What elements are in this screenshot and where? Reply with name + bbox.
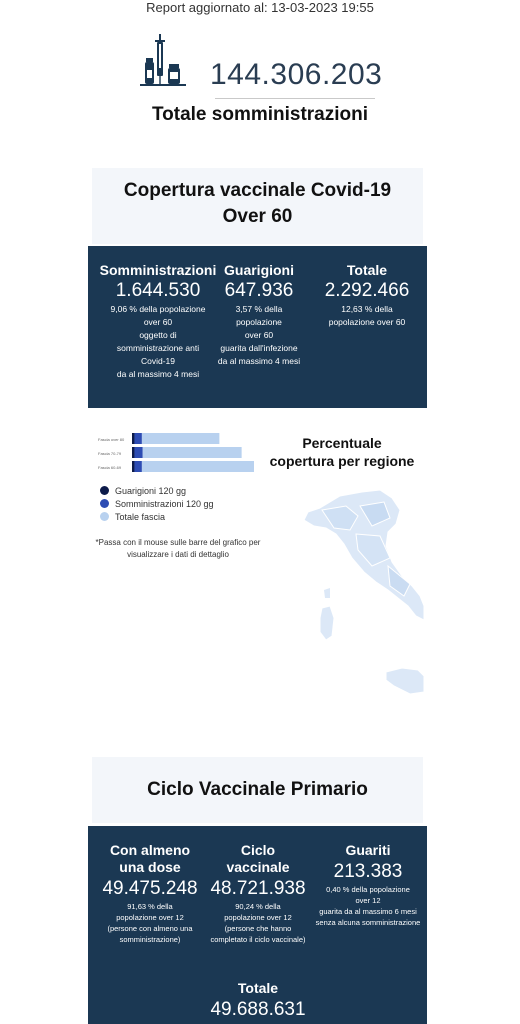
stat-description bbox=[206, 901, 310, 945]
stat-heading: Somministrazioni bbox=[99, 262, 217, 278]
total-administrations-label: Totale somministrazioni bbox=[151, 104, 369, 125]
desc-line: 0,40 % della popolazione bbox=[326, 885, 410, 894]
primary-cycle-panel bbox=[88, 826, 427, 1024]
stat-value: 49.475.248 bbox=[102, 878, 198, 899]
desc-line: 9,06 % della popolazione bbox=[110, 304, 206, 314]
primary-cycle-title: Ciclo Vaccinale Primario bbox=[92, 757, 423, 823]
desc-line: guarita da al massimo 6 mesi bbox=[319, 907, 417, 916]
desc-line: completato il ciclo vaccinale) bbox=[210, 935, 306, 944]
bar-segment[interactable] bbox=[134, 447, 142, 458]
bar-segment[interactable] bbox=[143, 447, 242, 458]
desc-line: popolazione over 12 bbox=[224, 913, 292, 922]
legend-item bbox=[100, 497, 270, 510]
region-coverage-title bbox=[262, 434, 422, 470]
region-title-line1: Percentuale bbox=[302, 435, 382, 451]
stat-administrations bbox=[98, 262, 218, 381]
desc-line: somministrazione anti bbox=[116, 343, 200, 353]
heading-line: Con almeno bbox=[109, 842, 191, 858]
legend-dot bbox=[100, 486, 109, 495]
legend-item bbox=[100, 510, 270, 523]
desc-line: somministrazione) bbox=[119, 935, 181, 944]
legend-label: Guarigioni 120 gg bbox=[115, 485, 187, 496]
note-line: *Passa con il mouse sulle barre del grafico per bbox=[95, 538, 261, 547]
stat-at-least-one-dose bbox=[94, 842, 206, 945]
bar-segment[interactable] bbox=[132, 433, 134, 444]
desc-line: guarita dall'infezione bbox=[220, 343, 298, 353]
desc-line: over 60 bbox=[244, 330, 274, 340]
desc-line: 3,57 % della popolazione bbox=[235, 304, 283, 327]
desc-line: 91,63 % della bbox=[127, 902, 173, 911]
category-label: Fascia over 80 bbox=[98, 437, 125, 442]
stat-description bbox=[94, 901, 206, 945]
bar-segment[interactable] bbox=[134, 433, 141, 444]
report-updated-label: Report aggiornato al: 13-03-2023 19:55 bbox=[146, 0, 374, 15]
stat-vaccination-cycle bbox=[206, 842, 310, 945]
region-title-line2: copertura per regione bbox=[269, 453, 415, 469]
stat-recoveries bbox=[215, 262, 303, 368]
desc-line: oggetto di bbox=[139, 330, 177, 340]
desc-line: 90,24 % della bbox=[235, 902, 281, 911]
bar-segment[interactable] bbox=[132, 447, 134, 458]
stat-description bbox=[314, 884, 422, 928]
desc-line: (persone con almeno una bbox=[107, 924, 193, 933]
note-line: visualizzare i dati di dettaglio bbox=[127, 550, 229, 559]
legend-label: Totale fascia bbox=[115, 511, 166, 522]
heading-line: vaccinale bbox=[226, 859, 290, 875]
stat-description bbox=[215, 303, 303, 368]
bar-segment[interactable] bbox=[142, 433, 219, 444]
stat-value: 2.292.466 bbox=[324, 280, 410, 301]
chart-hover-note bbox=[88, 537, 268, 561]
desc-line: popolazione over 60 bbox=[328, 317, 406, 327]
coverage-title bbox=[92, 168, 423, 244]
heading-line: Ciclo bbox=[240, 842, 276, 858]
chart-legend bbox=[100, 484, 270, 523]
stat-heading: Guarigioni bbox=[224, 262, 294, 278]
stat-description bbox=[314, 303, 420, 329]
stat-description bbox=[98, 303, 218, 381]
desc-line: da al massimo 4 mesi bbox=[116, 369, 200, 379]
coverage-stats-panel bbox=[88, 246, 427, 408]
stat-heading bbox=[206, 842, 310, 876]
legend-label: Somministrazioni 120 gg bbox=[115, 498, 214, 509]
stat-recovered bbox=[314, 842, 422, 928]
divider bbox=[215, 98, 375, 99]
desc-line: over 12 bbox=[355, 896, 381, 905]
desc-line: da al massimo 4 mesi bbox=[217, 356, 301, 366]
category-label: Fascia 60-69 bbox=[98, 465, 122, 470]
total-administrations-value: 144.306.203 bbox=[210, 58, 383, 91]
bar-segment[interactable] bbox=[132, 461, 134, 472]
coverage-title-line2: Over 60 bbox=[222, 206, 293, 227]
stat-value: 213.383 bbox=[333, 861, 403, 882]
stat-heading bbox=[94, 842, 206, 876]
desc-line: 12,63 % della bbox=[341, 304, 393, 314]
stat-value: 1.644.530 bbox=[115, 280, 201, 301]
legend-dot bbox=[100, 499, 109, 508]
stat-heading: Totale bbox=[237, 980, 279, 996]
desc-line: popolazione over 12 bbox=[116, 913, 184, 922]
heading-line: una dose bbox=[119, 859, 181, 875]
italy-map-icon[interactable] bbox=[300, 486, 424, 702]
legend-item bbox=[100, 484, 270, 497]
stat-heading: Totale bbox=[346, 262, 388, 278]
category-label: Fascia 70-79 bbox=[98, 451, 122, 456]
stat-total bbox=[314, 262, 420, 329]
legend-dot bbox=[100, 512, 109, 521]
stat-grand-total bbox=[188, 980, 328, 1021]
stat-value: 647.936 bbox=[224, 280, 294, 301]
desc-line: (persone che hanno bbox=[224, 924, 292, 933]
stat-value: 48.721.938 bbox=[210, 878, 306, 899]
desc-line: senza alcuna somministrazione bbox=[315, 918, 421, 927]
bar-segment[interactable] bbox=[142, 461, 254, 472]
bar-segment[interactable] bbox=[134, 461, 141, 472]
desc-line: over 60 bbox=[143, 317, 173, 327]
coverage-title-line1: Copertura vaccinale Covid-19 bbox=[123, 180, 392, 201]
syringe-vials-icon bbox=[140, 34, 186, 88]
stat-heading: Guariti bbox=[345, 842, 391, 858]
stat-value: 49.688.631 bbox=[210, 999, 306, 1020]
age-group-bar-chart[interactable] bbox=[96, 428, 266, 478]
desc-line: Covid-19 bbox=[140, 356, 176, 366]
